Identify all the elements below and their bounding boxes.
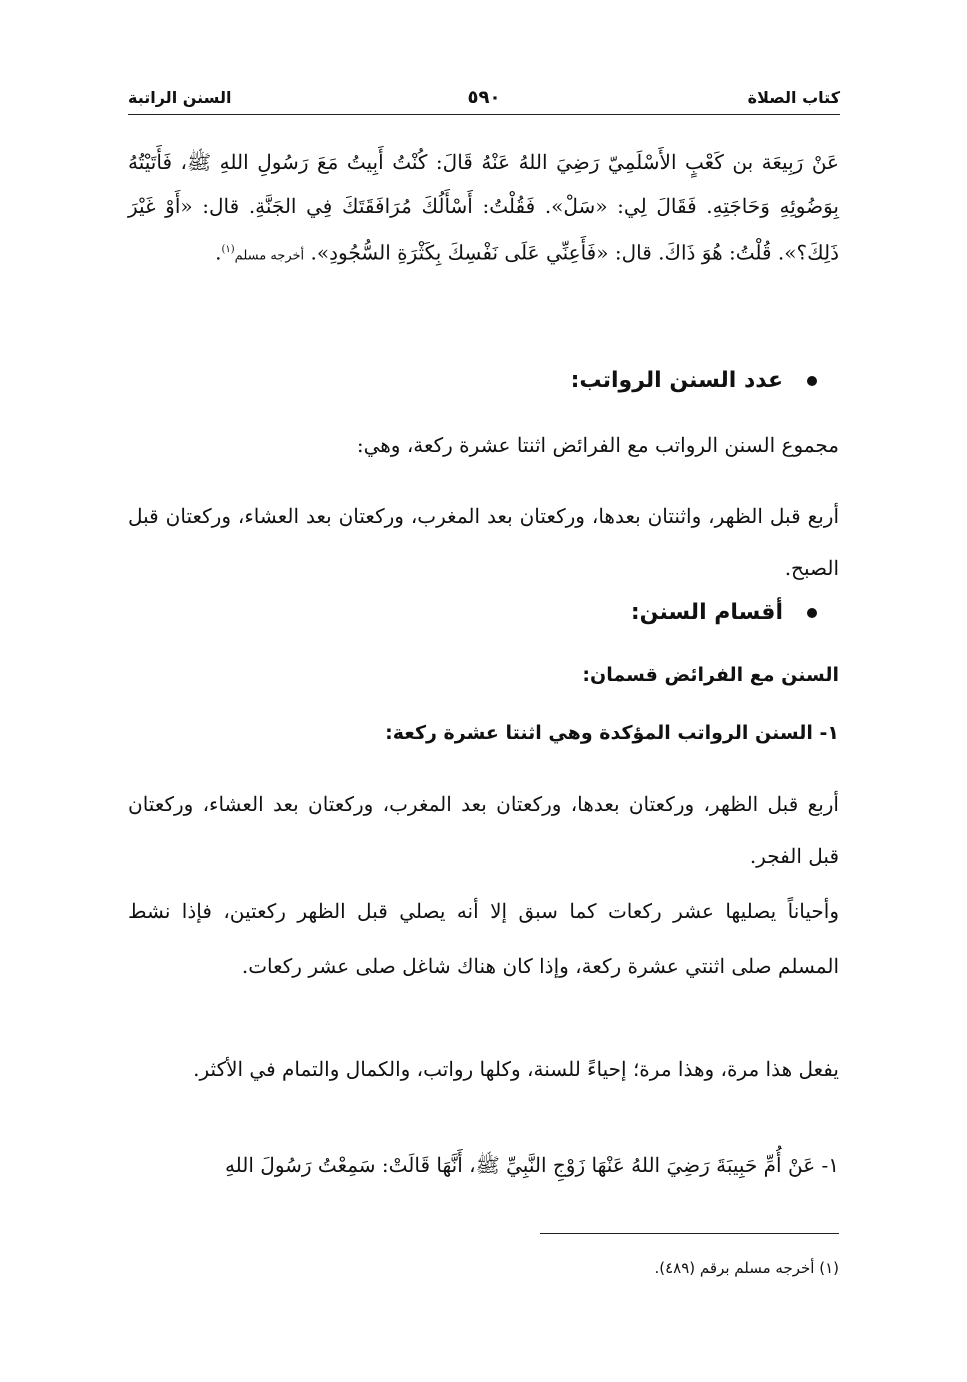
footnote: (١) أخرجه مسلم برقم (٤٨٩). [654,1259,839,1277]
subheading-two-types: السنن مع الفرائض قسمان: [582,664,839,686]
running-header [128,84,840,112]
paragraph-ten-rakat: وأحياناً يصليها عشر ركعات كما سبق إلا أنه يصلي قبل الظهر ركعتين، فإذا نشط المسلم صلى اثنتي عشرة ركعة، وإذا كان هناك شاغل صلى عشر ركعات. [128,899,839,978]
paragraph-list: أربع قبل الظهر، واثنتان بعدها، وركعتان بعد المغرب، وركعتان بعد العشاء، وركعتان قبل الصبح. [128,504,839,580]
paragraph-alternate: يفعل هذا مرة، وهذا مرة؛ إحياءً للسنة، وكلها رواتب، والكمال والتمام في الأكثر. [193,1057,839,1081]
subheading-rawatib: ١- السنن الرواتب المؤكدة وهي اثنتا عشرة ركعة: [385,722,839,744]
hadith-umm-habiba: ١- عَنْ أُمِّ حَبِيبَةَ رَضِيَ اللهُ عَنْهَا زَوْجِ النَّبِيِّ ﷺ، أَنَّهَا قَالَتْ: سَمِعْتُ رَسُولَ اللهِ [224,1153,839,1177]
heading-count-of-sunan [128,366,839,396]
paragraph-rawatib-list: أربع قبل الظهر، وركعتان بعدها، وركعتان بعد المغرب، وركعتان بعد العشاء، وركعتان قبل الفجر. [128,792,839,868]
bullet-icon [807,376,817,386]
footnote-ref: (١) [221,244,235,255]
heading-text: عدد السنن الرواتب: [570,368,783,393]
bullet-icon [807,608,817,618]
heading-text: أقسام السنن: [630,600,783,625]
hadith-end: . [215,240,222,265]
hadith-source: أخرجه مسلم [234,248,305,264]
hadith-text: عَنْ رَبِيعَة بن كَعْبٍ الأَسْلَمِيّ رَضِيَ اللهُ عَنْهُ قَالَ: كُنْتُ أَبِيتُ مَعَ رَسُولِ اللهِ ﷺ، فَأَتَيْتُهُ بِوَضُوئِهِ وَحَاجَتِهِ. فَقَالَ لِي: «سَلْ». فَقُلْتُ: أَسْأَلُكَ مُرَافَقَتَكَ فِي الجَنَّةِ. قال: «أَوْ غَيْرَ ذَلِكَ؟». قُلْتُ: هُوَ ذَاكَ. قال: «فَأَعِنِّي عَلَى نَفْسِكَ بِكَثْرَةِ السُّجُودِ». [128,150,839,265]
hadith-rabia [128,140,839,279]
chapter-title: كتاب الصلاة [747,88,840,107]
heading-types-of-sunan [128,598,839,628]
section-title: السنن الراتبة [128,88,232,107]
footnote-divider [540,1233,839,1234]
page-number: ٥٩٠ [467,87,501,108]
header-divider [128,114,840,115]
paragraph-total: مجموع السنن الرواتب مع الفرائض اثنتا عشرة ركعة، وهي: [356,433,839,457]
